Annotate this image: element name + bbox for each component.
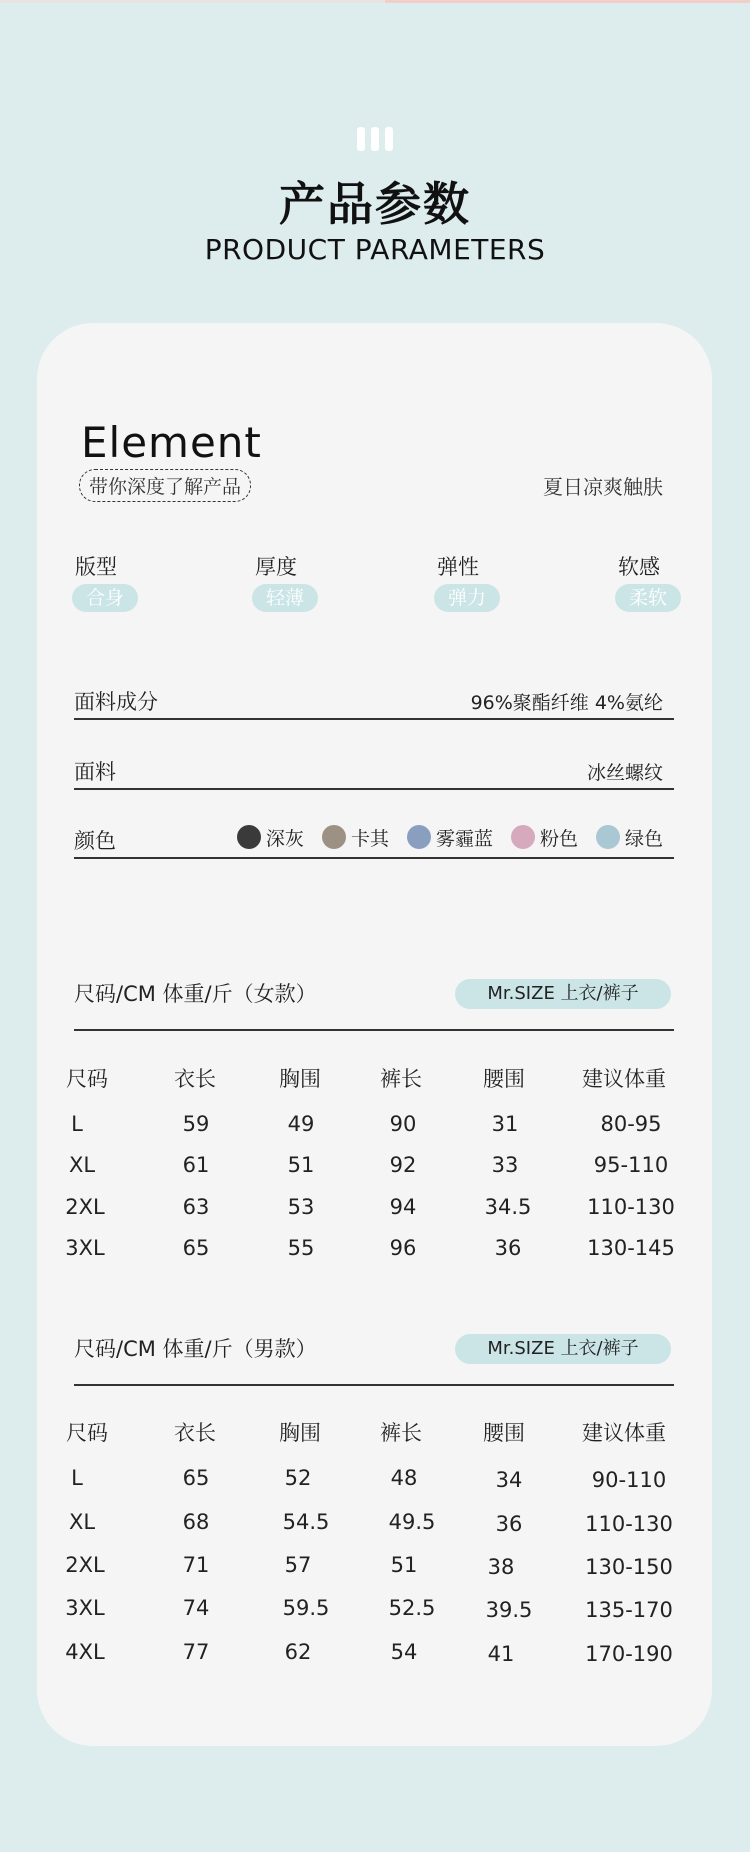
table-cell: 51: [390, 1553, 418, 1577]
color-option: [511, 824, 578, 851]
brand-name: Element: [81, 418, 262, 467]
table-header-cell: 腰围: [483, 1421, 525, 1445]
table-cell: 4XL: [65, 1640, 105, 1664]
men-size-table-title: 尺码/CM 体重/斤（男款）: [74, 1337, 317, 1361]
parameters-card: [37, 323, 712, 1746]
color-swatches: [227, 821, 663, 853]
table-cell: 49: [287, 1112, 315, 1136]
table-cell: XL: [68, 1153, 96, 1177]
table-cell: 68: [182, 1510, 210, 1534]
men-size-badge: Mr.SIZE 上衣/裤子: [455, 1334, 671, 1364]
table-cell: 54.5: [282, 1510, 330, 1534]
color-dot-icon: [407, 825, 431, 849]
divider: [74, 788, 674, 790]
table-cell: 57: [284, 1553, 312, 1577]
table-header-cell: 衣长: [174, 1421, 216, 1445]
table-cell: 3XL: [65, 1596, 105, 1620]
composition-value: 96%聚酯纤维 4%氨纶: [470, 692, 663, 714]
table-cell: 3XL: [65, 1236, 105, 1260]
table-header-cell: 尺码: [66, 1067, 108, 1091]
table-cell: 39.5: [485, 1598, 533, 1622]
composition-label: 面料成分: [74, 690, 158, 714]
top-strip-accent: [385, 0, 750, 3]
table-cell: 65: [182, 1236, 210, 1260]
table-cell: 33: [491, 1153, 519, 1177]
table-cell: 130-150: [585, 1555, 673, 1579]
attribute-label: 弹性: [437, 555, 479, 579]
table-cell: 62: [284, 1640, 312, 1664]
color-label: 颜色: [74, 829, 116, 853]
table-cell: L: [71, 1466, 83, 1490]
color-name: 深灰: [265, 827, 304, 850]
divider: [74, 1384, 674, 1386]
table-header-cell: 建议体重: [582, 1421, 666, 1445]
table-cell: 80-95: [600, 1112, 662, 1136]
divider: [74, 718, 674, 720]
color-option: [237, 824, 304, 851]
color-name: 绿色: [624, 827, 663, 850]
table-cell: 34.5: [484, 1195, 532, 1219]
attribute-pill: 合身: [72, 584, 138, 612]
table-cell: 110-130: [585, 1512, 673, 1536]
table-cell: 90: [389, 1112, 417, 1136]
brand-feature: 夏日凉爽触肤: [543, 475, 663, 499]
attribute-label: 厚度: [255, 555, 297, 579]
table-cell: 55: [287, 1236, 315, 1260]
table-header-cell: 建议体重: [582, 1067, 666, 1091]
page-subtitle: PRODUCT PARAMETERS: [204, 233, 546, 266]
attribute-pill: 柔软: [615, 584, 681, 612]
table-cell: 49.5: [388, 1510, 436, 1534]
color-dot-icon: [237, 825, 261, 849]
color-name: 粉色: [539, 827, 578, 850]
table-cell: 52.5: [388, 1596, 436, 1620]
color-dot-icon: [596, 825, 620, 849]
table-cell: 110-130: [587, 1195, 675, 1219]
women-size-badge: Mr.SIZE 上衣/裤子: [455, 979, 671, 1009]
color-dot-icon: [511, 825, 535, 849]
top-strip: [0, 0, 750, 3]
table-cell: 38: [487, 1555, 515, 1579]
table-cell: 96: [389, 1236, 417, 1260]
table-header-cell: 胸围: [279, 1421, 321, 1445]
table-cell: 94: [389, 1195, 417, 1219]
table-cell: 90-110: [591, 1468, 667, 1492]
decorative-bars-icon: [357, 127, 393, 151]
table-cell: 63: [182, 1195, 210, 1219]
table-header-cell: 腰围: [483, 1067, 525, 1091]
table-cell: 52: [284, 1466, 312, 1490]
table-cell: 65: [182, 1466, 210, 1490]
table-header-cell: 尺码: [66, 1421, 108, 1445]
table-cell: 36: [495, 1512, 523, 1536]
attribute-pill: 轻薄: [252, 584, 318, 612]
women-size-table-title: 尺码/CM 体重/斤（女款）: [74, 982, 317, 1006]
color-dot-icon: [322, 825, 346, 849]
table-cell: 59.5: [282, 1596, 330, 1620]
table-cell: 61: [182, 1153, 210, 1177]
table-cell: 34: [495, 1468, 523, 1492]
table-cell: 31: [491, 1112, 519, 1136]
table-cell: 135-170: [585, 1598, 673, 1622]
table-cell: 92: [389, 1153, 417, 1177]
color-name: 卡其: [350, 827, 389, 850]
color-option: [322, 824, 389, 851]
table-cell: 77: [182, 1640, 210, 1664]
table-cell: L: [71, 1112, 83, 1136]
divider: [74, 857, 674, 859]
attribute-label: 版型: [75, 555, 117, 579]
table-cell: 54: [390, 1640, 418, 1664]
table-cell: 48: [390, 1466, 418, 1490]
table-cell: 95-110: [593, 1153, 669, 1177]
table-cell: 2XL: [65, 1195, 105, 1219]
fabric-label: 面料: [74, 760, 116, 784]
table-cell: 170-190: [585, 1642, 673, 1666]
table-header-cell: 胸围: [279, 1067, 321, 1091]
brand-tagline: 带你深度了解产品: [79, 469, 251, 502]
table-cell: 36: [494, 1236, 522, 1260]
fabric-value: 冰丝螺纹: [586, 762, 663, 784]
attribute-label: 软感: [618, 555, 660, 579]
table-header-cell: 衣长: [174, 1067, 216, 1091]
divider: [74, 1029, 674, 1031]
table-cell: 59: [182, 1112, 210, 1136]
color-name: 雾霾蓝: [435, 827, 493, 850]
color-option: [596, 824, 663, 851]
table-cell: 130-145: [587, 1236, 675, 1260]
attribute-pill: 弹力: [434, 584, 500, 612]
table-cell: 71: [182, 1553, 210, 1577]
table-cell: 74: [182, 1596, 210, 1620]
table-cell: 53: [287, 1195, 315, 1219]
table-header-cell: 裤长: [380, 1421, 422, 1445]
page-title: 产品参数: [279, 177, 471, 231]
table-cell: XL: [68, 1510, 96, 1534]
color-option: [407, 824, 493, 851]
table-cell: 2XL: [65, 1553, 105, 1577]
table-cell: 41: [487, 1642, 515, 1666]
table-cell: 51: [287, 1153, 315, 1177]
table-header-cell: 裤长: [380, 1067, 422, 1091]
